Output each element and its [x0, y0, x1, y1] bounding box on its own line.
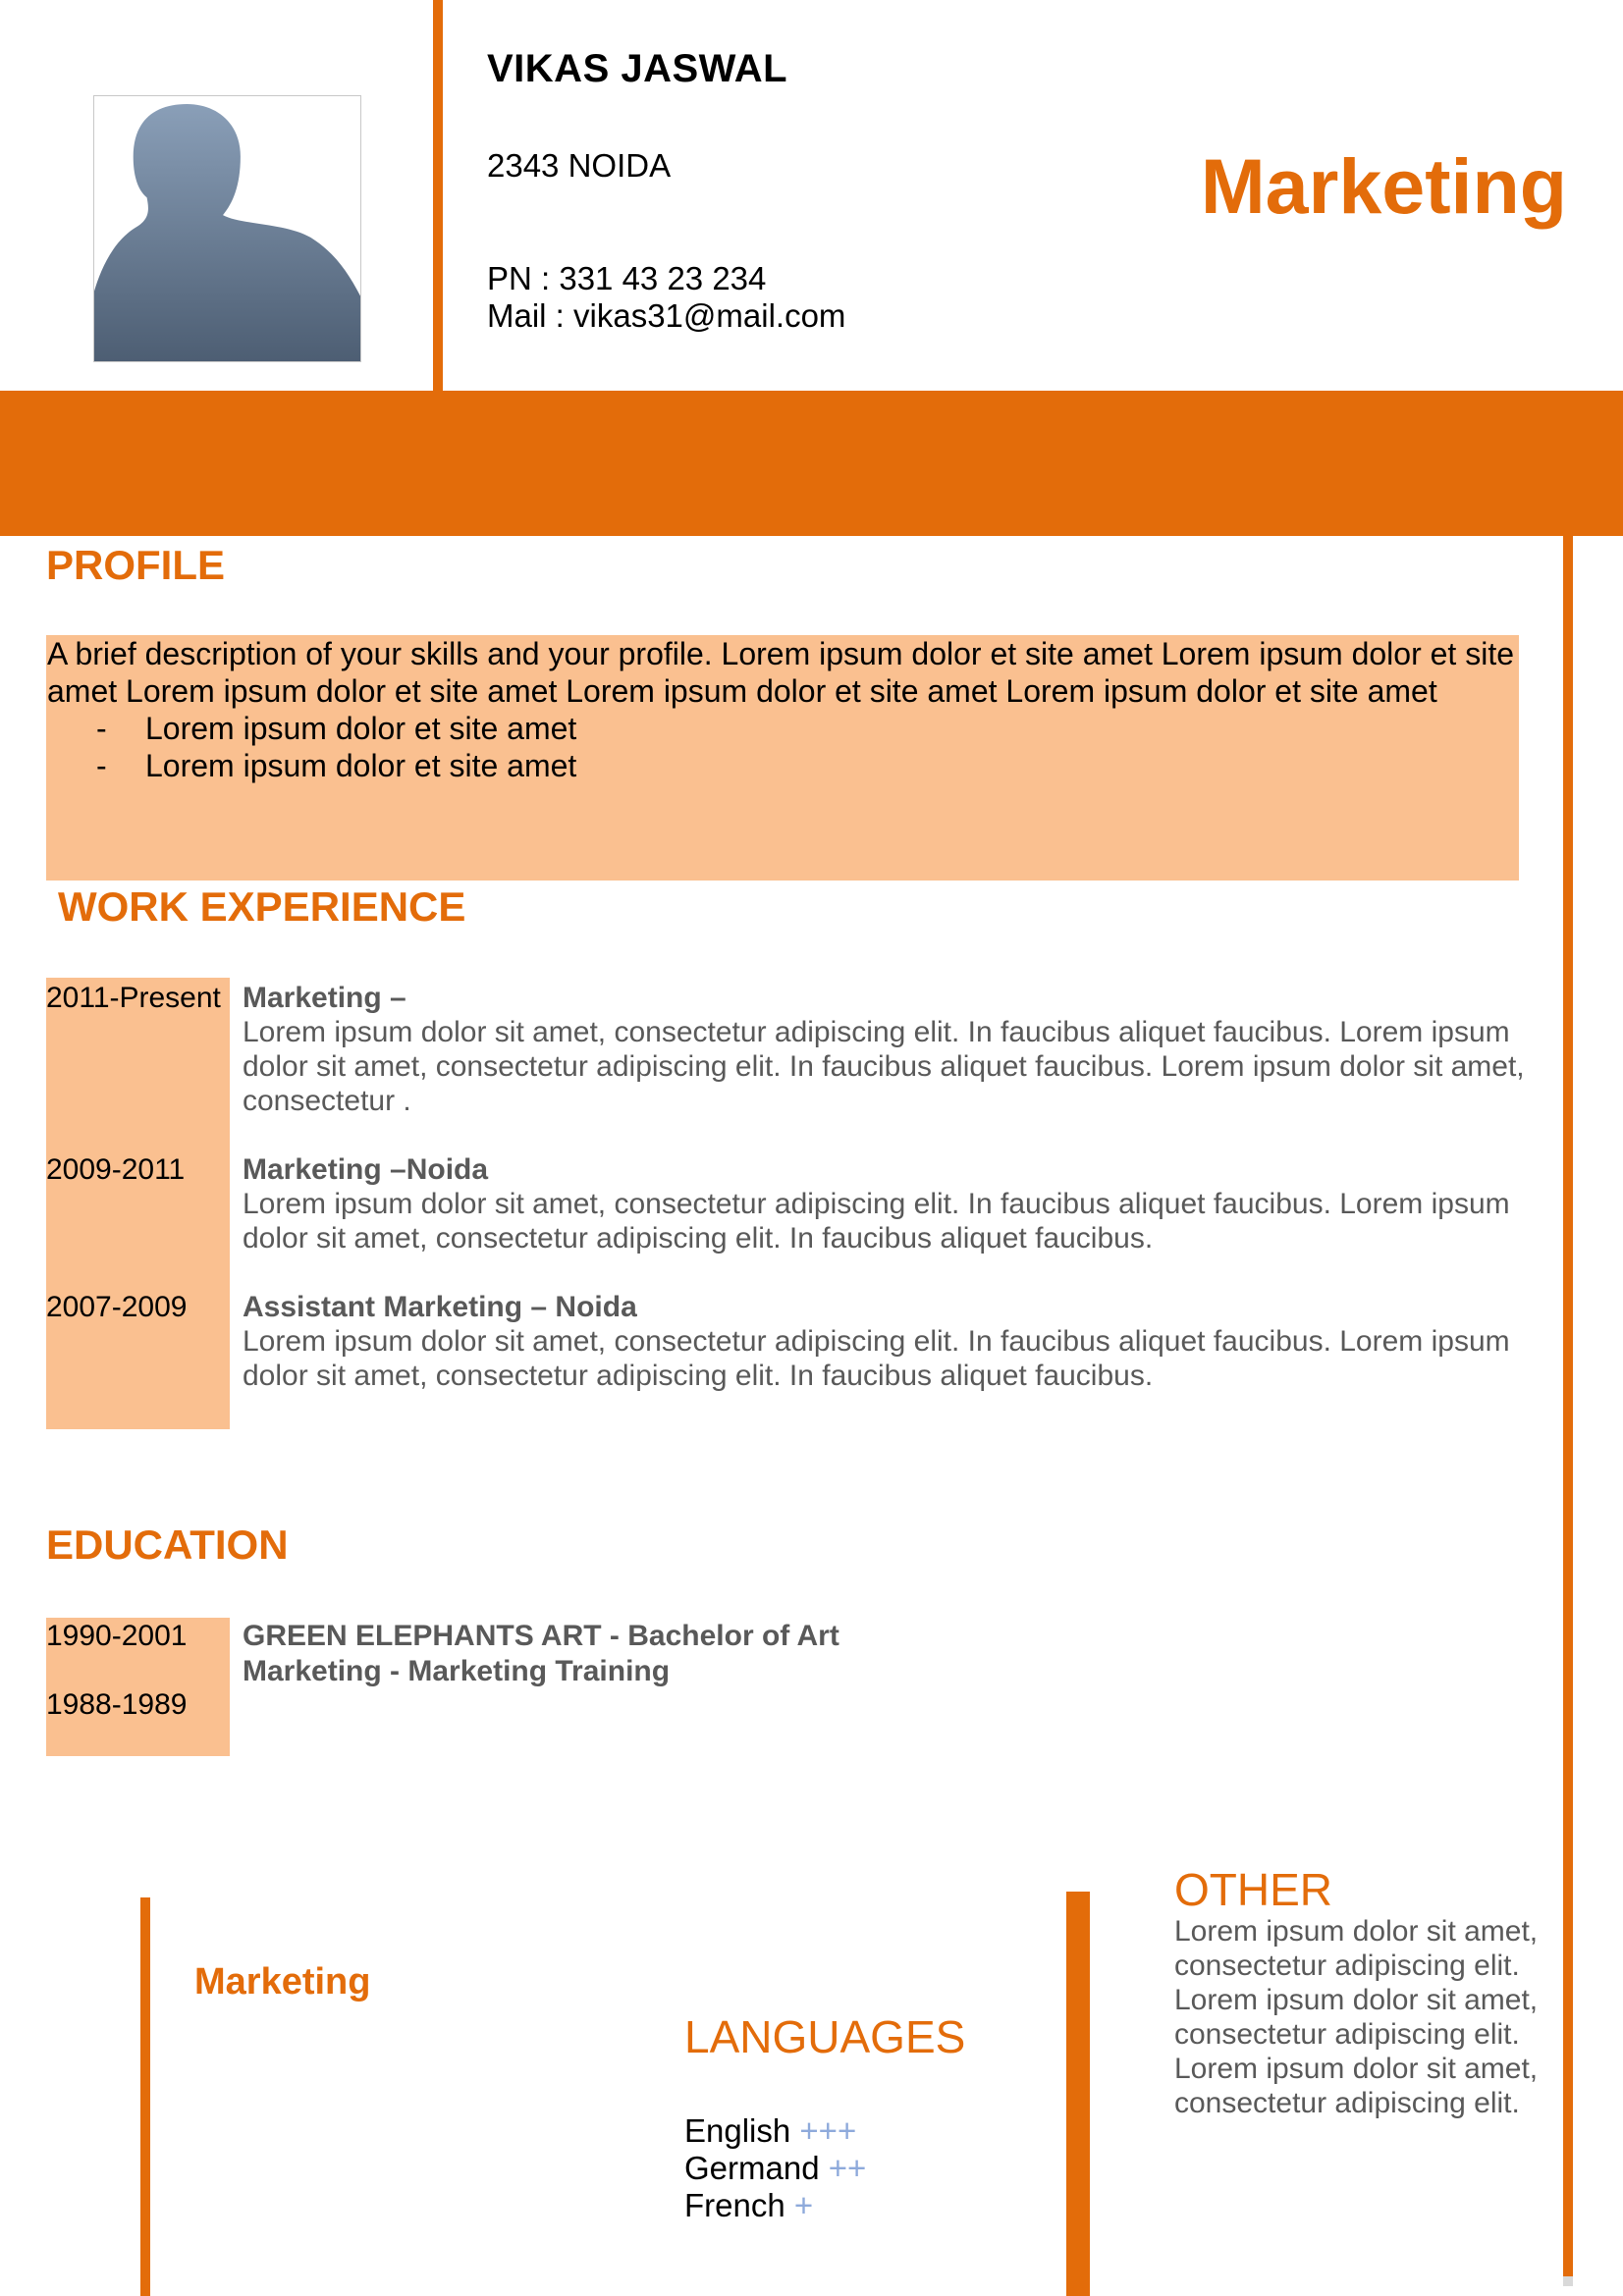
- header-divider: [433, 0, 443, 391]
- right-divider-end: [1563, 2276, 1573, 2286]
- person-silhouette-icon: [94, 96, 360, 361]
- other-line: consectetur adipiscing elit.: [1174, 2018, 1520, 2051]
- education-title-entry: GREEN ELEPHANTS ART - Bachelor of Art: [243, 1620, 839, 1652]
- work-experience-title: WORK EXPERIENCE: [58, 883, 466, 930]
- bottom-middle-divider: [1066, 1892, 1090, 2296]
- languages-title: LANGUAGES: [684, 2011, 966, 2062]
- profile-description: A brief description of your skills and your profile. Lorem ipsum dolor et site amet Lorem ipsum dolor et site amet Lorem ipsum dolor et site amet Lorem ipsum dolor et site amet Lorem ipsum dolor et site amet: [47, 636, 1514, 709]
- job-title: Marketing: [1200, 142, 1567, 230]
- profile-photo: [93, 95, 361, 362]
- work-date-column: [46, 978, 230, 1429]
- profile-box: [46, 635, 1519, 881]
- work-date: 2011-Present: [46, 982, 221, 1014]
- language-item: [684, 2150, 866, 2187]
- profile-title: PROFILE: [46, 542, 226, 588]
- education-title: EDUCATION: [46, 1522, 289, 1568]
- phone-number: PN : 331 43 23 234: [487, 260, 767, 296]
- work-title: Marketing –Noida: [243, 1153, 489, 1186]
- other-title: OTHER: [1174, 1864, 1332, 1915]
- work-date: 2007-2009: [46, 1291, 188, 1323]
- language-level: +++: [799, 2112, 857, 2149]
- work-date: 2009-2011: [46, 1153, 186, 1186]
- other-line: consectetur adipiscing elit.: [1174, 1949, 1520, 1982]
- work-entry: [243, 982, 1529, 1118]
- work-entry: [243, 1153, 1529, 1255]
- language-name: English: [684, 2112, 791, 2149]
- other-line: consectetur adipiscing elit.: [1174, 2087, 1520, 2119]
- language-level: ++: [828, 2150, 867, 2186]
- orange-banner: [0, 391, 1623, 536]
- other-line: Lorem ipsum dolor sit amet,: [1174, 1984, 1539, 2016]
- profile-list-item: - Lorem ipsum dolor et site amet: [47, 710, 1519, 747]
- work-title: Marketing –: [243, 982, 406, 1014]
- other-line: Lorem ipsum dolor sit amet,: [1174, 2053, 1539, 2085]
- profile-list-item: - Lorem ipsum dolor et site amet: [47, 747, 1519, 784]
- work-title: Assistant Marketing – Noida: [243, 1291, 637, 1323]
- bottom-job-label: Marketing: [194, 1961, 371, 2002]
- education-title-entry: Marketing - Marketing Training: [243, 1655, 671, 1687]
- work-description: Lorem ipsum dolor sit amet, consectetur adipiscing elit. In faucibus aliquet faucibus. Lorem ipsum dolor sit amet, consectetur adipiscing elit. In faucibus aliquet faucibus. Lorem ipsum dolor sit amet, consectetur .: [243, 1016, 1525, 1117]
- language-name: French: [684, 2187, 785, 2223]
- work-entry: [243, 1291, 1529, 1393]
- profile-list: [47, 710, 1519, 784]
- language-item: [684, 2112, 856, 2150]
- language-item: [684, 2187, 813, 2224]
- education-date: 1988-1989: [46, 1688, 188, 1721]
- address: 2343 NOIDA: [487, 147, 672, 184]
- work-description: Lorem ipsum dolor sit amet, consectetur adipiscing elit. In faucibus aliquet faucibus. Lorem ipsum dolor sit amet, consectetur adipiscing elit. In faucibus aliquet faucibus.: [243, 1188, 1510, 1255]
- bottom-left-divider: [140, 1897, 150, 2296]
- work-description: Lorem ipsum dolor sit amet, consectetur adipiscing elit. In faucibus aliquet faucibus. Lorem ipsum dolor sit amet, consectetur adipiscing elit. In faucibus aliquet faucibus.: [243, 1325, 1510, 1392]
- education-date: 1990-2001: [46, 1620, 188, 1652]
- other-line: Lorem ipsum dolor sit amet,: [1174, 1915, 1539, 1948]
- candidate-name: VIKAS JASWAL: [487, 47, 788, 90]
- other-text: [1174, 1914, 1587, 2120]
- email-address: Mail : vikas31@mail.com: [487, 297, 846, 334]
- language-name: Germand: [684, 2150, 820, 2186]
- language-level: +: [793, 2187, 814, 2223]
